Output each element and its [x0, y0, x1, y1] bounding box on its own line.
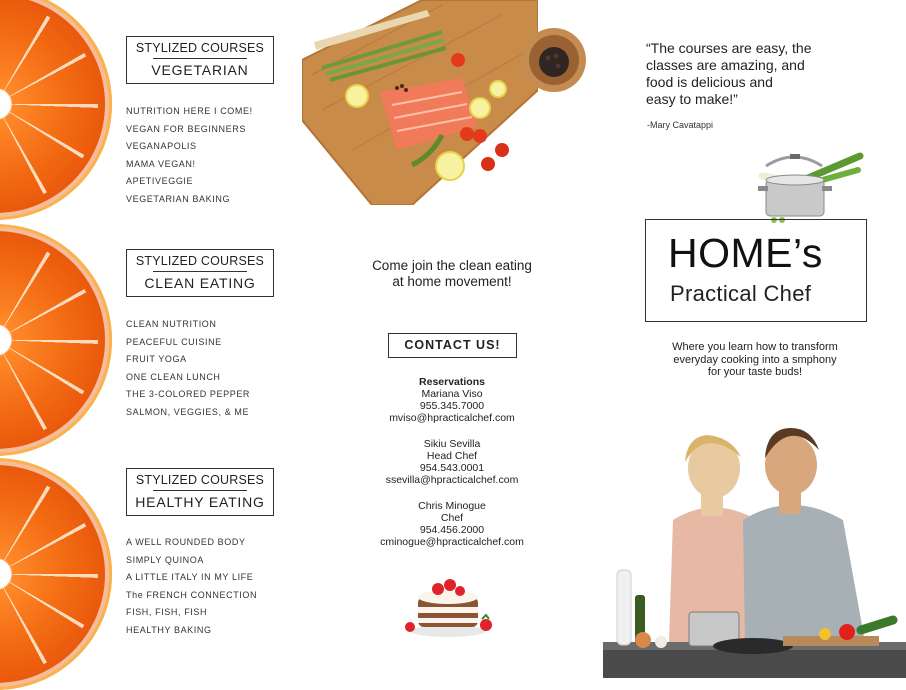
testimonial-quote [646, 40, 846, 108]
course-heading-title: STYLIZED COURSES [135, 41, 265, 55]
orange-slice-image [0, 0, 112, 220]
course-heading-title: STYLIZED COURSES [135, 254, 265, 268]
divider [153, 271, 247, 272]
divider [153, 58, 247, 59]
description-line: everyday cooking into a smphony [673, 353, 837, 366]
course-item: NUTRITION HERE I COME! [126, 106, 253, 116]
course-item: APETIVEGGIE [126, 176, 194, 187]
contact-entry [370, 376, 534, 424]
course-item: FISH, FISH, FISH [126, 607, 208, 618]
course-item: A WELL ROUNDED BODY [126, 537, 246, 547]
contact-name: Mariana Viso [421, 388, 483, 400]
contact-entry [370, 500, 534, 548]
peppercorn-bowl-image [520, 26, 588, 94]
quote-line: easy to make!” [646, 91, 738, 107]
course-heading-vegetarian [126, 36, 274, 84]
contact-phone: 955.345.7000 [419, 400, 485, 412]
course-item: HEALTHY BAKING [126, 624, 212, 635]
tagline-line: Come join the clean eating [372, 258, 532, 273]
course-item: THE 3-COLORED PEPPER [126, 389, 251, 400]
course-list-clean-eating [126, 316, 250, 422]
logo-title: HOME’s [668, 230, 823, 276]
logo-subtitle: Practical Chef [670, 281, 812, 306]
contact-phone: 954.456.2000 [419, 524, 485, 536]
orange-slice-image [0, 458, 112, 690]
tagline-line: at home movement! [392, 274, 512, 289]
course-item: SALMON, VEGGIES, & ME [126, 406, 250, 417]
course-item: A LITTLE ITALY IN MY LIFE [126, 572, 254, 583]
contact-list [370, 376, 534, 562]
course-heading-clean-eating [126, 249, 274, 297]
couple-cooking-photo [603, 420, 906, 678]
quote-line: “The courses are easy, the [646, 40, 812, 56]
course-item: VEGAN FOR BEGINNERS [126, 123, 246, 134]
course-item: CLEAN NUTRITION [126, 319, 217, 329]
course-item: VEGETARIAN BAKING [126, 193, 231, 204]
quote-author: -Mary Cavatappi [647, 120, 714, 130]
contact-name: Sikiu Sevilla [423, 438, 481, 450]
brand-description [650, 341, 860, 379]
contact-email[interactable]: cminogue@hpracticalchef.com [380, 536, 524, 548]
contact-email[interactable]: mviso@hpracticalchef.com [389, 412, 515, 424]
course-heading-category: VEGETARIAN [151, 62, 249, 78]
course-heading-category: HEALTHY EATING [135, 494, 265, 510]
quote-line: food is delicious and [646, 74, 773, 90]
strawberry-cake-image [398, 565, 498, 640]
contact-role: Head Chef [426, 450, 478, 462]
contact-email[interactable]: ssevilla@hpracticalchef.com [385, 474, 519, 486]
course-heading-healthy-eating [126, 468, 274, 516]
course-list-vegetarian [126, 103, 253, 209]
food-cutting-board-image [302, 0, 538, 205]
tagline [356, 258, 548, 290]
course-item: SIMPLY QUINOA [126, 554, 204, 565]
contact-role: Reservations [419, 376, 485, 388]
course-item: MAMA VEGAN! [126, 158, 196, 169]
course-heading-title: STYLIZED COURSES [135, 473, 265, 487]
description-line: Where you learn how to transform [672, 341, 838, 353]
contact-entry [370, 438, 534, 486]
orange-slice-image [0, 224, 112, 456]
course-item: PEACEFUL CUISINE [126, 336, 222, 347]
contact-name: Chris Minogue [418, 500, 486, 512]
course-heading-category: CLEAN EATING [144, 275, 256, 291]
course-item: FRUIT YOGA [126, 354, 187, 365]
quote-line: classes are amazing, and [646, 57, 805, 73]
description-line: for your taste buds! [707, 366, 803, 378]
contact-phone: 954.543.0001 [419, 462, 485, 474]
course-item: VEGANAPOLIS [126, 141, 197, 152]
divider [153, 490, 247, 491]
contact-role: Chef [440, 512, 464, 524]
cooking-pot-icon [752, 150, 864, 224]
contact-us-button[interactable]: CONTACT US! [388, 333, 517, 358]
course-item: ONE CLEAN LUNCH [126, 371, 221, 382]
course-list-healthy-eating [126, 534, 257, 640]
course-item: The FRENCH CONNECTION [126, 589, 258, 600]
